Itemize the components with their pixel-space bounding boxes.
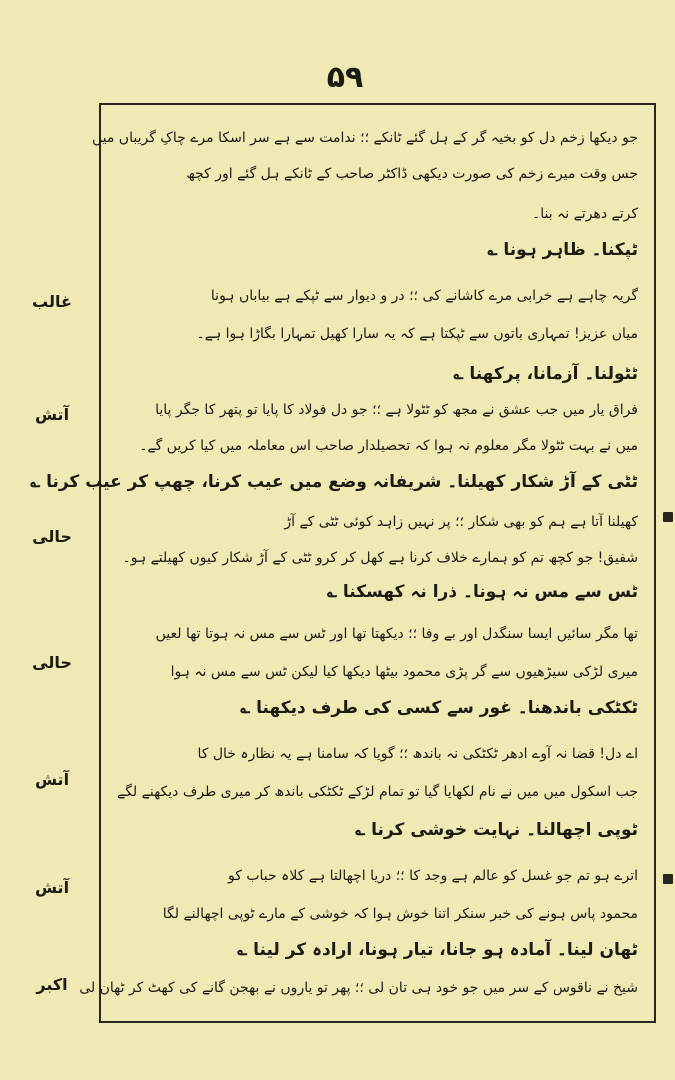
text-line: اترے ہو تم جو غسل کو عالم ہے وجد کا ؛؛ دریا اچھالتا ہے کلاہ حباب کو <box>228 868 638 884</box>
text-line: اے دل! قضا نہ آوے ادھر ٹکٹکی نہ باندھ ؛؛ گویا کہ سامنا ہے یہ نظارہ خال کا <box>197 746 638 762</box>
text-line: شفیق! جو کچھ تم کو ہمارے خلاف کرنا ہے کھل کر کرو ٹٹی کے آڑ شکار کیوں کھیلتے ہو۔ <box>122 550 638 566</box>
text-line: شیخ نے ناقوس کے سر میں جو خود ہی تان لی ؛؛ پھر تو یاروں نے بھجن گانے کی کھٹ کر ٹھان لی <box>79 980 638 996</box>
entry-heading: ٹٹولنا۔ آزمانا، پرکھنا ؎ <box>453 364 638 384</box>
text-line: میں نے بہت ٹٹولا مگر معلوم نہ ہوا کہ تحصیلدار صاحب اس معاملہ میں کیا کریں گے۔ <box>139 438 638 454</box>
margin-poet-name: حالی <box>32 527 72 546</box>
text-line: محمود پاس ہونے کی خبر سنکر اتنا خوش ہوا کہ خوشی کے مارے ٹوپی اچھالنے لگا <box>162 906 638 922</box>
entry-heading: ٹکٹکی باندھنا۔ غور سے کسی کی طرف دیکھنا ؎ <box>240 698 638 718</box>
text-line: گریہ چاہے ہے خرابی مرے کاشانے کی ؛؛ در و دیوار سے ٹپکے ہے بیاباں ہونا <box>210 288 638 304</box>
margin-poet-name: آتش <box>34 405 70 424</box>
text-line: جب اسکول میں میں نے نام لکھایا گیا تو تمام لڑکے ٹکٹکی باندھ کر میری طرف دیکھنے لگے <box>116 784 638 800</box>
entry-heading: ٹپکنا۔ ظاہر ہونا ؎ <box>487 240 638 260</box>
margin-poet-name: آتش <box>34 770 70 789</box>
text-line: میاں عزیز! تمہاری باتوں سے ٹپکتا ہے کہ یہ سارا کھیل تمہارا بگاڑا ہوا ہے۔ <box>196 326 638 342</box>
text-line: جو دیکھا زخم دل کو بخیہ گر کے ہل گئے ٹانکے ؛؛ ندامت سے ہے سر اسکا مرے چاکِ گریباں میں <box>91 130 638 146</box>
entry-heading: ٹھان لینا۔ آمادہ ہو جانا، تیار ہونا، ارادہ کر لینا ؎ <box>237 940 638 960</box>
margin-poet-name: اکبر <box>36 975 68 994</box>
text-line: میری لڑکی سیڑھیوں سے گر پڑی محمود بیٹھا دیکھا کیا لیکن ٹس سے مس نہ ہوا <box>170 664 638 680</box>
text-line: کرتے دھرتے نہ بنا۔ <box>532 206 638 222</box>
margin-poet-name: غالب <box>32 292 72 311</box>
text-line: فراق یار میں جب عشق نے مجھ کو ٹٹولا ہے ؛؛ جو دل فولاد کا پایا تو پتھر کا جگر پایا <box>155 402 638 418</box>
margin-poet-name: حالی <box>32 653 72 672</box>
entry-heading: ٹٹی کے آڑ شکار کھیلنا۔ شریفانہ وضع میں عیب کرنا، چھپ کر عیب کرنا ؎ <box>30 472 638 492</box>
text-line: کھیلنا آتا ہے ہم کو بھی شکار ؛؛ پر نہیں زاہد کوئی ٹٹی کے آڑ <box>284 514 638 530</box>
text-line: تھا مگر سائیں ایسا سنگدل اور بے وفا ؛؛ دیکھتا تھا اور ٹس سے مس نہ ہوتا تھا لعیں <box>155 626 638 642</box>
entry-heading: ٹس سے مس نہ ہونا۔ ذرا نہ کھسکنا ؎ <box>327 582 638 602</box>
binding-mark <box>663 512 673 522</box>
margin-poet-name: آتش <box>34 878 70 897</box>
page-number: ۵۹ <box>326 60 364 95</box>
binding-mark <box>663 874 673 884</box>
entry-heading: ٹوپی اچھالنا۔ نہایت خوشی کرنا ؎ <box>355 820 638 840</box>
text-line: جس وقت میرے زخم کی صورت دیکھی ڈاکٹر صاحب کے ٹانکے ہل گئے اور کچھ <box>186 166 638 182</box>
